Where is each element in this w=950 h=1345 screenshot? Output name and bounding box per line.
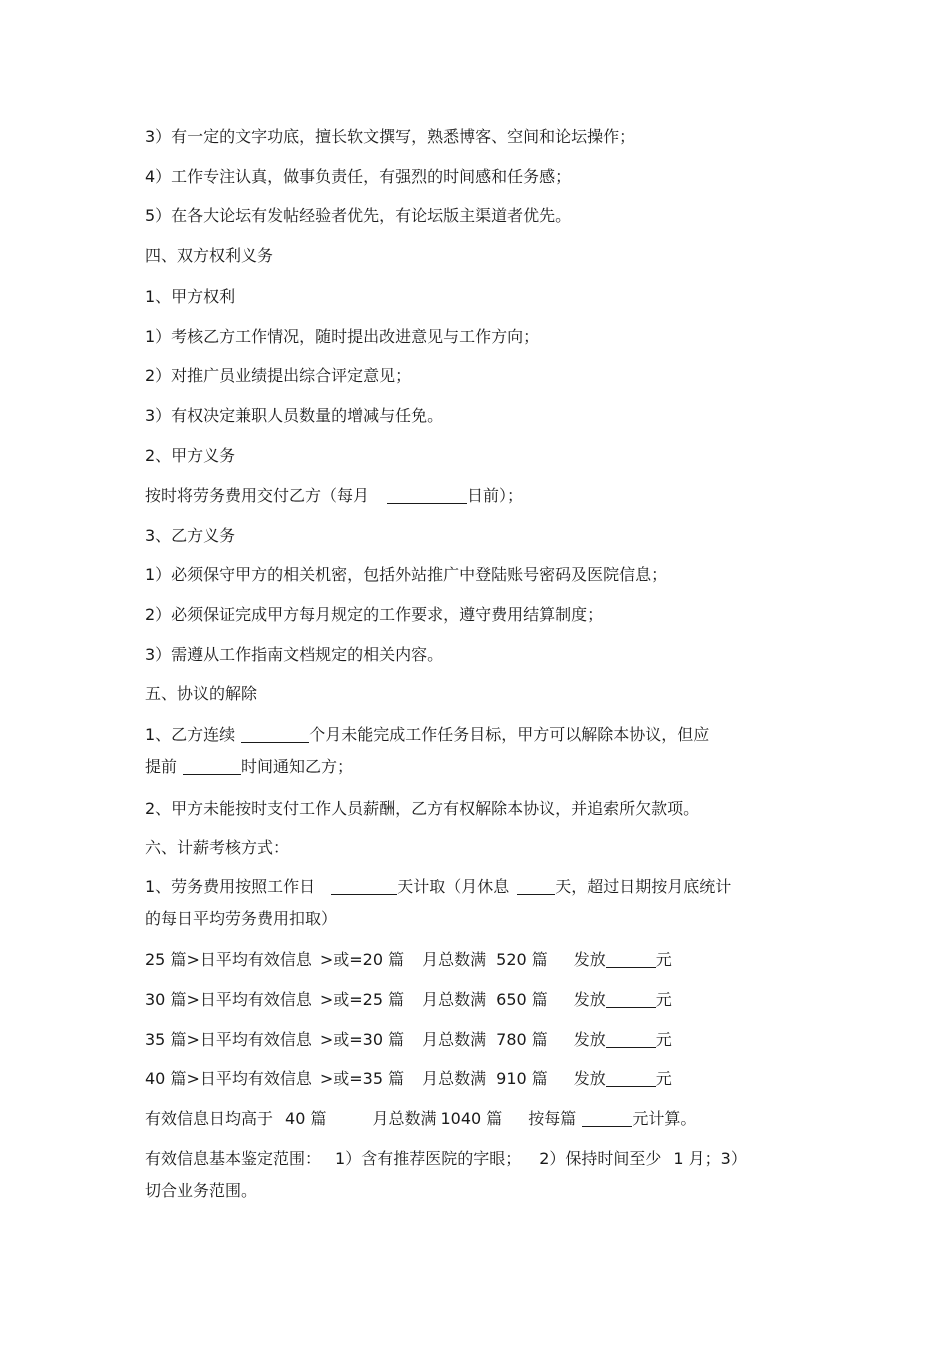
pay-date-line: 按时将劳务费用交付乙方（每月 日前）； <box>145 486 524 505</box>
tier-line: 35 篇>日平均有效信息 >或=30 篇 月总数满 780 篇 发放 元 <box>145 1030 672 1049</box>
amount-blank <box>606 1031 656 1048</box>
text-line: 4）工作专注认真，做事负责任，有强烈的时间感和任务感； <box>145 167 572 186</box>
text-line: 1）必须保守甲方的相关机密，包括外站推广中登陆账号密码及医院信息； <box>145 565 668 584</box>
per-post-blank <box>582 1110 632 1127</box>
scope-line: 有效信息基本鉴定范围： 1）含有推荐医院的字眼； 2）保持时间至少 1 月；3） <box>145 1149 747 1168</box>
text-line: 2、甲方未能按时支付工作人员薪酬，乙方有权解除本协议，并追索所欠款项。 <box>145 799 700 818</box>
text-line: 3）需遵从工作指南文档规定的相关内容。 <box>145 645 444 664</box>
terminate-line-1: 1、乙方连续 个月未能完成工作任务目标，甲方可以解除本协议，但应 <box>145 725 710 744</box>
notice-blank <box>183 758 241 775</box>
tier-line: 40 篇>日平均有效信息 >或=35 篇 月总数满 910 篇 发放 元 <box>145 1069 672 1088</box>
text-line: 的每日平均劳务费用扣取） <box>145 909 338 928</box>
amount-blank <box>606 951 656 968</box>
terminate-line-2: 提前 时间通知乙方； <box>145 757 354 776</box>
pay-date-blank <box>387 487 467 504</box>
section-heading: 六、计薪考核方式： <box>145 838 290 857</box>
sub-heading: 2、甲方义务 <box>145 446 236 465</box>
text-line: 1）考核乙方工作情况，随时提出改进意见与工作方向； <box>145 327 540 346</box>
text-line: 切合业务范围。 <box>145 1181 258 1200</box>
section-heading: 五、协议的解除 <box>145 684 258 703</box>
sub-heading: 1、甲方权利 <box>145 287 236 306</box>
tier-line: 30 篇>日平均有效信息 >或=25 篇 月总数满 650 篇 发放 元 <box>145 990 672 1009</box>
amount-blank <box>606 991 656 1008</box>
text-line: 5）在各大论坛有发帖经验者优先，有论坛版主渠道者优先。 <box>145 206 572 225</box>
amount-blank <box>606 1070 656 1087</box>
section-heading: 四、双方权利义务 <box>145 246 274 265</box>
text-line: 3）有权决定兼职人员数量的增减与任免。 <box>145 406 444 425</box>
sub-heading: 3、乙方义务 <box>145 526 236 545</box>
text-line: 3）有一定的文字功底，擅长软文撰写，熟悉博客、空间和论坛操作； <box>145 127 636 146</box>
tier-line: 25 篇>日平均有效信息 >或=20 篇 月总数满 520 篇 发放 元 <box>145 950 672 969</box>
salary-line: 1、劳务费用按照工作日 天计取（月休息 天，超过日期按月底统计 <box>145 877 732 896</box>
top-tier-line: 有效信息日均高于 40 篇 月总数满 1040 篇 按每篇 元计算。 <box>145 1109 697 1128</box>
months-blank <box>241 726 309 743</box>
text-line: 2）必须保证完成甲方每月规定的工作要求，遵守费用结算制度； <box>145 605 604 624</box>
rest-day-blank <box>517 878 555 895</box>
workday-blank <box>331 878 397 895</box>
text-line: 2）对推广员业绩提出综合评定意见； <box>145 366 412 385</box>
